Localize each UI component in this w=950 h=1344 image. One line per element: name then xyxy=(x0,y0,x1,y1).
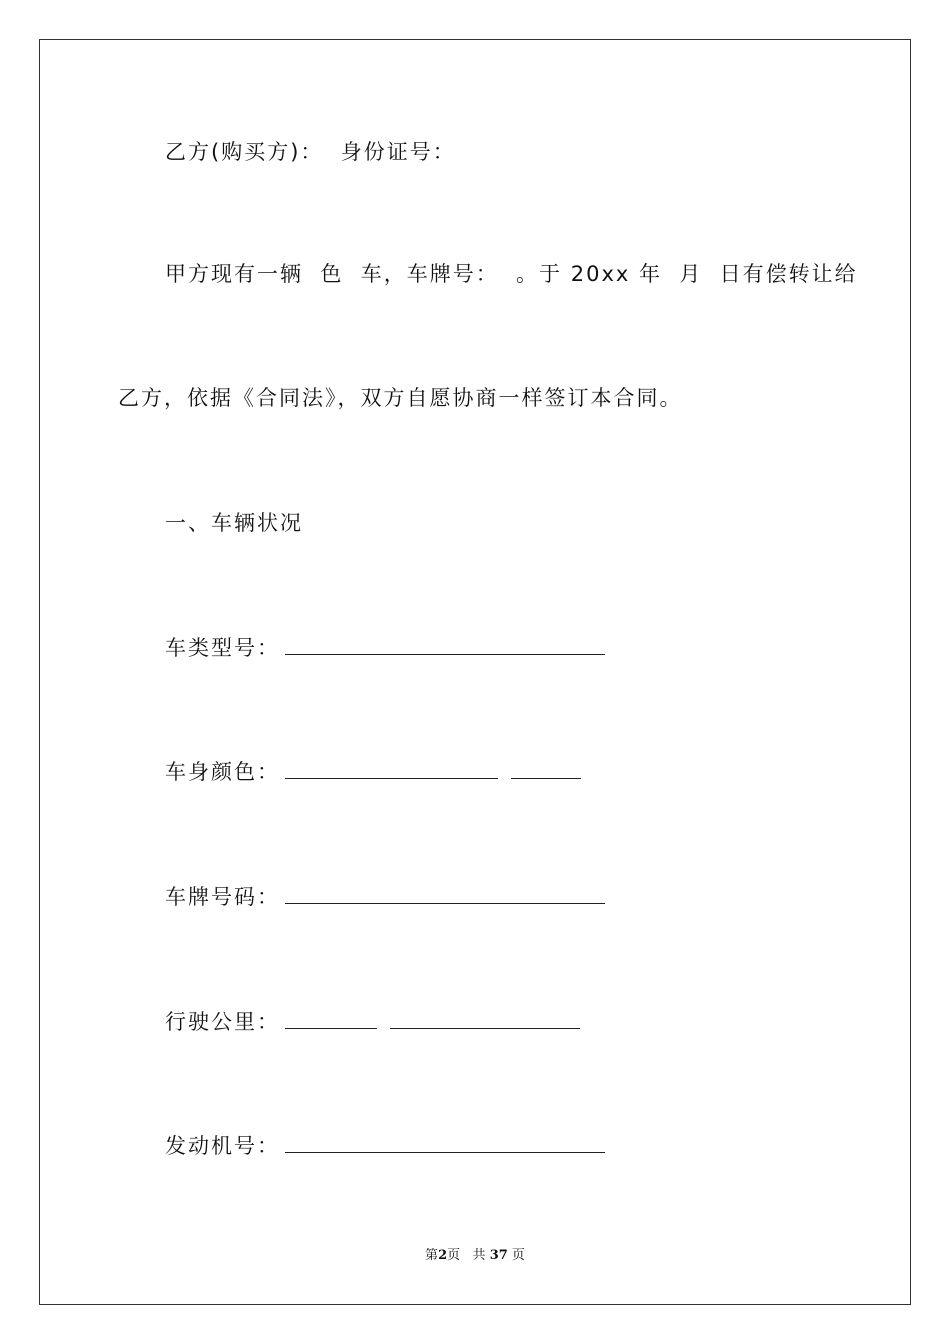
blank-line xyxy=(285,1028,377,1029)
blank-line xyxy=(390,1028,580,1029)
paragraph-line-2: 乙方，依据《合同法》，双方自愿协商一样签订本合同。 xyxy=(118,386,683,410)
field-label: 车牌号码： xyxy=(165,885,280,909)
blank-line xyxy=(285,1152,605,1153)
field-engine-number xyxy=(165,1132,625,1160)
footer-total-pages: 37 xyxy=(489,1248,508,1263)
field-label: 发动机号： xyxy=(165,1134,280,1158)
field-plate-number xyxy=(165,883,625,911)
footer-total-suffix: 页 xyxy=(511,1248,525,1263)
footer-current-page: 2 xyxy=(438,1248,448,1263)
footer-total-prefix: 共 xyxy=(472,1248,486,1263)
field-body-color xyxy=(165,758,625,786)
field-label: 车类型号： xyxy=(165,636,280,660)
blank-line xyxy=(285,903,605,904)
section-heading-vehicle-status: 一、车辆状况 xyxy=(165,511,303,535)
footer-page-suffix: 页 xyxy=(447,1248,461,1263)
footer-prefix: 第 xyxy=(425,1248,439,1263)
page-number-footer xyxy=(0,1247,950,1265)
field-mileage xyxy=(165,1008,625,1036)
blank-line xyxy=(285,778,498,779)
blank-line xyxy=(511,778,581,779)
paragraph-line-1: 甲方现有一辆 色 车，车牌号： 。于 20xx 年 月 日有偿转让给 xyxy=(165,262,858,286)
field-vehicle-model xyxy=(165,634,625,662)
field-label: 行驶公里： xyxy=(165,1010,280,1034)
page-frame xyxy=(39,39,911,1305)
field-label: 车身颜色： xyxy=(165,760,280,784)
blank-line xyxy=(285,654,605,655)
party-b-line: 乙方(购买方)： 身份证号： xyxy=(165,140,456,164)
